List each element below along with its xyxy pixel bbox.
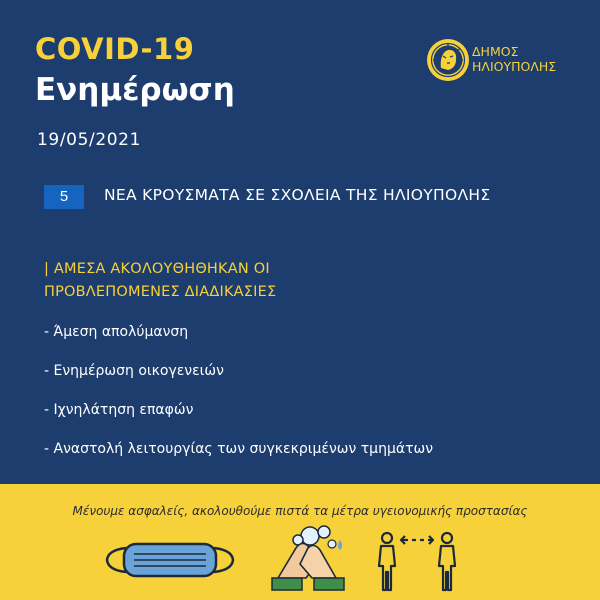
- face-mask-icon: [104, 540, 236, 580]
- procedures-notice: [44, 258, 276, 304]
- date-label: 19/05/2021: [37, 130, 141, 150]
- list-item: - Αναστολή λειτουργίας των συγκεκριμένων τμημάτων: [44, 441, 434, 457]
- page-title: COVID-19: [35, 32, 195, 66]
- list-item: - Άμεση απολύμανση: [44, 324, 189, 340]
- list-item: - Ιχνηλάτηση επαφών: [44, 402, 194, 418]
- list-item: - Ενημέρωση οικογενειών: [44, 363, 224, 379]
- municipality-seal-icon: [426, 38, 470, 82]
- cases-count-badge: 5: [44, 185, 84, 209]
- logo-line-1: ΔΗΜΟΣ: [472, 44, 519, 59]
- municipality-logo: [426, 38, 576, 84]
- page-subtitle: Ενημέρωση: [35, 72, 235, 108]
- footer-motto: Μένουμε ασφαλείς, ακολουθούμε πιστά τα μέτρα υγειονομικής προστασίας: [72, 504, 528, 518]
- logo-line-2: ΗΛΙΟΥΠΟΛΗΣ: [472, 59, 557, 74]
- logo-text: [472, 44, 576, 74]
- footer-banner: [0, 484, 600, 600]
- notice-line-1: | ΑΜΕΣΑ ΑΚΟΛΟΥΘΗΘΗΚΑΝ ΟΙ: [44, 261, 270, 277]
- notice-line-2: ΠΡΟΒΛΕΠΟΜΕΝΕΣ ΔΙΑΔΙΚΑΣΙΕΣ: [44, 284, 277, 300]
- measures-list: [44, 322, 433, 478]
- hand-washing-icon: [268, 522, 350, 594]
- social-distancing-icon: [372, 530, 462, 594]
- cases-headline: ΝΕΑ ΚΡΟΥΣΜΑΤΑ ΣΕ ΣΧΟΛΕΙΑ ΤΗΣ ΗΛΙΟΥΠΟΛΗΣ: [104, 186, 491, 204]
